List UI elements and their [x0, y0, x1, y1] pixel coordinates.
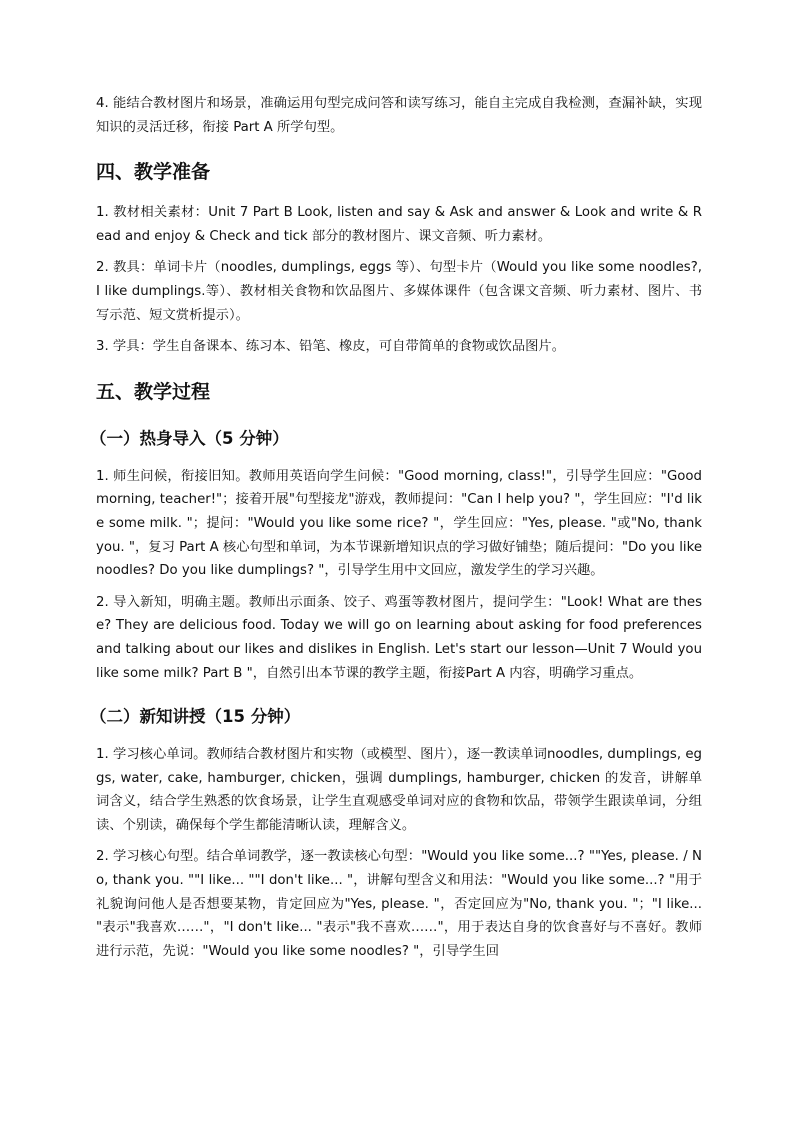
preparation-item-3: 3. 学具：学生自备课本、练习本、铅笔、橡皮，可自带简单的食物或饮品图片。 — [96, 339, 566, 355]
objective-item-4: 4. 能结合教材图片和场景，准确运用句型完成问答和读写练习，能自主完成自我检测，查漏补缺，实现知识的灵活迁移，衔接 Part A 所学句型。 — [96, 96, 702, 135]
subsection-heading-new-knowledge: （二）新知讲授（15 分钟） — [90, 707, 301, 727]
new-knowledge-item-2: 2. 学习核心句型。结合单词教学，逐一教读核心句型："Would you like some...? ""Yes, please. / No, thank you. ""I like... ""I don't like... "，讲解句型含义和用法："Would you like some...? "用于礼貌询问他人是否想要某物，肯定回应为"Yes, please. "，否定回应为"No, thank you. "；"I like... "表示"我喜欢……"，"I don't like... "表示"我不喜欢……"，用于表达自身的饮食喜好与不喜好。教师进行示范，先说："Would you like some noodles? "，引导学生回 — [96, 849, 702, 959]
document-body — [90, 92, 702, 971]
new-knowledge-item-1: 1. 学习核心单词。教师结合教材图片和实物（或模型、图片），逐一教读单词noodles, dumplings, eggs, water, cake, hamburger, chicken，强调 dumplings, hamburger, chicken 的发音，讲解单词含义，结合学生熟悉的饮食场景，让学生直观感受单词对应的食物和饮品，带领学生跟读单词，分组读、个别读，确保每个学生都能清晰认读，理解含义。 — [96, 747, 702, 833]
preparation-item-2: 2. 教具：单词卡片（noodles, dumplings, eggs 等）、句型卡片（Would you like some noodles?, I like dumplings.等）、教材相关食物和饮品图片、多媒体课件（包含课文音频、听力素材、图片、书写示范、短文赏析提示）。 — [96, 260, 702, 323]
warmup-item-2: 2. 导入新知，明确主题。教师出示面条、饺子、鸡蛋等教材图片，提问学生："Look! What are these? They are delicious food. Today we will go on learning about asking for food preferences and talking about our likes and dislikes in English. Let's start our lesson—Unit 7 Would you like some milk? Part B "，自然引出本节课的教学主题，衔接Part A 内容，明确学习重点。 — [96, 594, 702, 681]
preparation-item-1: 1. 教材相关素材：Unit 7 Part B Look, listen and say & Ask and answer & Look and write & Read and enjoy & Check and tick 部分的教材图片、课文音频、听力素材。 — [96, 205, 702, 244]
section-heading-process: 五、教学过程 — [96, 380, 211, 403]
subsection-heading-warmup: （一）热身导入（5 分钟） — [90, 428, 289, 448]
section-heading-preparation: 四、教学准备 — [96, 161, 211, 184]
warmup-item-1: 1. 师生问候，衔接旧知。教师用英语向学生问候："Good morning, class!"，引导学生回应："Good morning, teacher!"；接着开展"句型接龙"游戏，教师提问："Can I help you? "，学生回应："I'd like some milk. "；提问："Would you like some rice? "，学生回应："Yes, please. "或"No, thank you. "，复习 Part A 核心句型和单词，为本节课新增知识点的学习做好铺垫；随后提问："Do you like noodles? Do you like dumplings? "，引导学生用中文回应，激发学生的学习兴趣。 — [96, 468, 702, 579]
